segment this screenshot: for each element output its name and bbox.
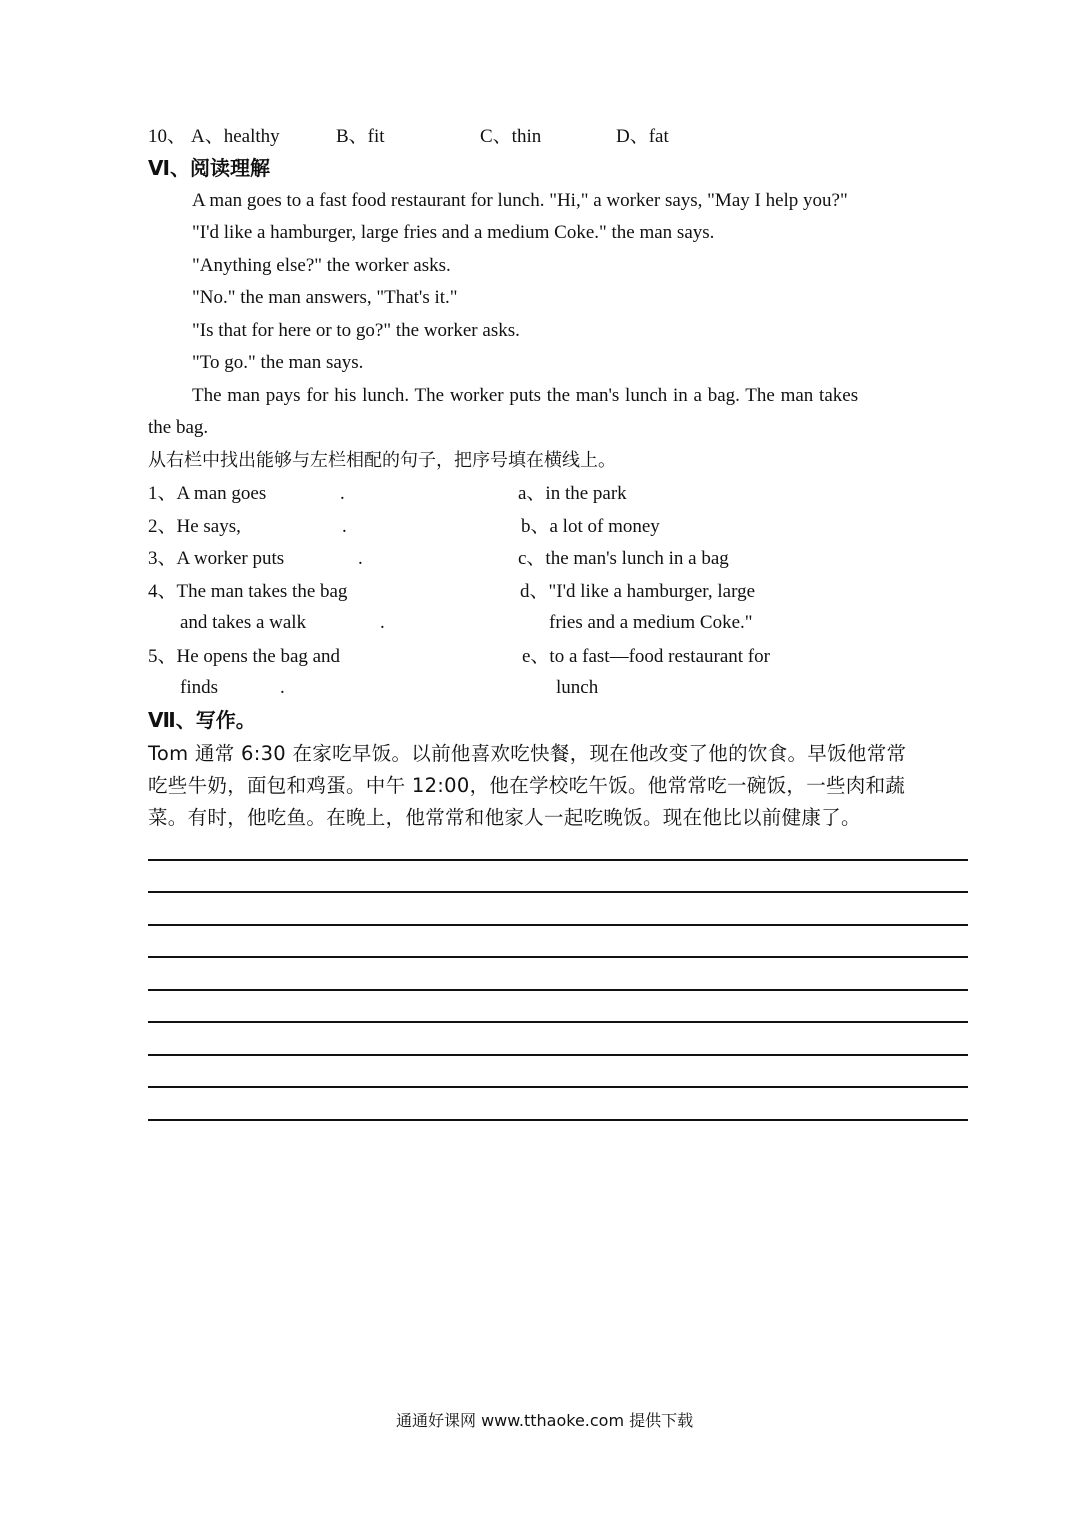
left-item-4: 4、The man takes the bag: [148, 581, 348, 602]
right-item-d-cont: fries and a medium Coke.": [549, 612, 753, 633]
question-10-number: 10、: [148, 126, 187, 147]
left-item-4-cont: and takes a walk: [180, 612, 307, 633]
writing-line: [148, 956, 968, 958]
left-item-5-cont: finds: [180, 677, 218, 698]
left-item-1: 1、A man goes: [148, 483, 267, 504]
writing-prompt-line: 菜。有时，他吃鱼。在晚上，他常常和他家人一起吃晚饭。现在他比以前健康了。: [148, 806, 861, 829]
passage-line: "I'd like a hamburger, large fries and a medium Coke." the man says.: [192, 222, 715, 243]
passage-line: "Is that for here or to go?" the worker asks.: [192, 320, 520, 341]
section-7-heading: Ⅶ、写作。: [148, 708, 256, 732]
passage-line: the bag.: [148, 417, 209, 438]
right-item-b: b、a lot of money: [521, 516, 660, 537]
passage-line: "No." the man answers, "That's it.": [192, 287, 458, 308]
question-10-option-a: A、healthy: [191, 126, 280, 147]
left-item-1-period: .: [340, 483, 345, 504]
writing-prompt-line: 吃些牛奶，面包和鸡蛋。中午 12:00，他在学校吃午饭。他常常吃一碗饭，一些肉和蔬: [148, 774, 906, 797]
writing-line: [148, 859, 968, 861]
left-item-3: 3、A worker puts: [148, 548, 285, 569]
writing-line: [148, 924, 968, 926]
matching-instruction: 从右栏中找出能够与左栏相配的句子，把序号填在横线上。: [148, 450, 616, 471]
left-item-5: 5、He opens the bag and: [148, 646, 341, 667]
passage-line: "To go." the man says.: [192, 352, 364, 373]
question-10-option-c: C、thin: [480, 126, 542, 147]
page-footer: 通通好课网 www.tthaoke.com 提供下载: [396, 1411, 694, 1430]
section-6-heading: Ⅵ、阅读理解: [148, 156, 270, 180]
left-item-4-period: .: [380, 612, 385, 633]
right-item-d: d、"I'd like a hamburger, large: [520, 581, 756, 602]
left-item-2-period: .: [342, 516, 347, 537]
right-item-e: e、to a fast—food restaurant for: [522, 646, 770, 667]
passage-line: "Anything else?" the worker asks.: [192, 255, 451, 276]
left-item-2: 2、He says,: [148, 516, 241, 537]
writing-line: [148, 1119, 968, 1121]
writing-line: [148, 1021, 968, 1023]
right-item-c: c、the man's lunch in a bag: [518, 548, 729, 569]
writing-line: [148, 989, 968, 991]
writing-prompt-line: Tom 通常 6:30 在家吃早饭。以前他喜欢吃快餐，现在他改变了他的饮食。早饭他常常: [148, 742, 907, 765]
question-10-option-d: D、fat: [616, 126, 669, 147]
right-item-a: a、in the park: [518, 483, 627, 504]
writing-line: [148, 891, 968, 893]
right-item-e-cont: lunch: [556, 677, 599, 698]
left-item-3-period: .: [358, 548, 363, 569]
question-10-option-b: B、fit: [336, 126, 385, 147]
passage-line: A man goes to a fast food restaurant for lunch. "Hi," a worker says, "May I help you?": [192, 190, 848, 211]
writing-line: [148, 1086, 968, 1088]
writing-line: [148, 1054, 968, 1056]
passage-line: The man pays for his lunch. The worker puts the man's lunch in a bag. The man takes: [192, 385, 859, 406]
left-item-5-period: .: [280, 677, 285, 698]
